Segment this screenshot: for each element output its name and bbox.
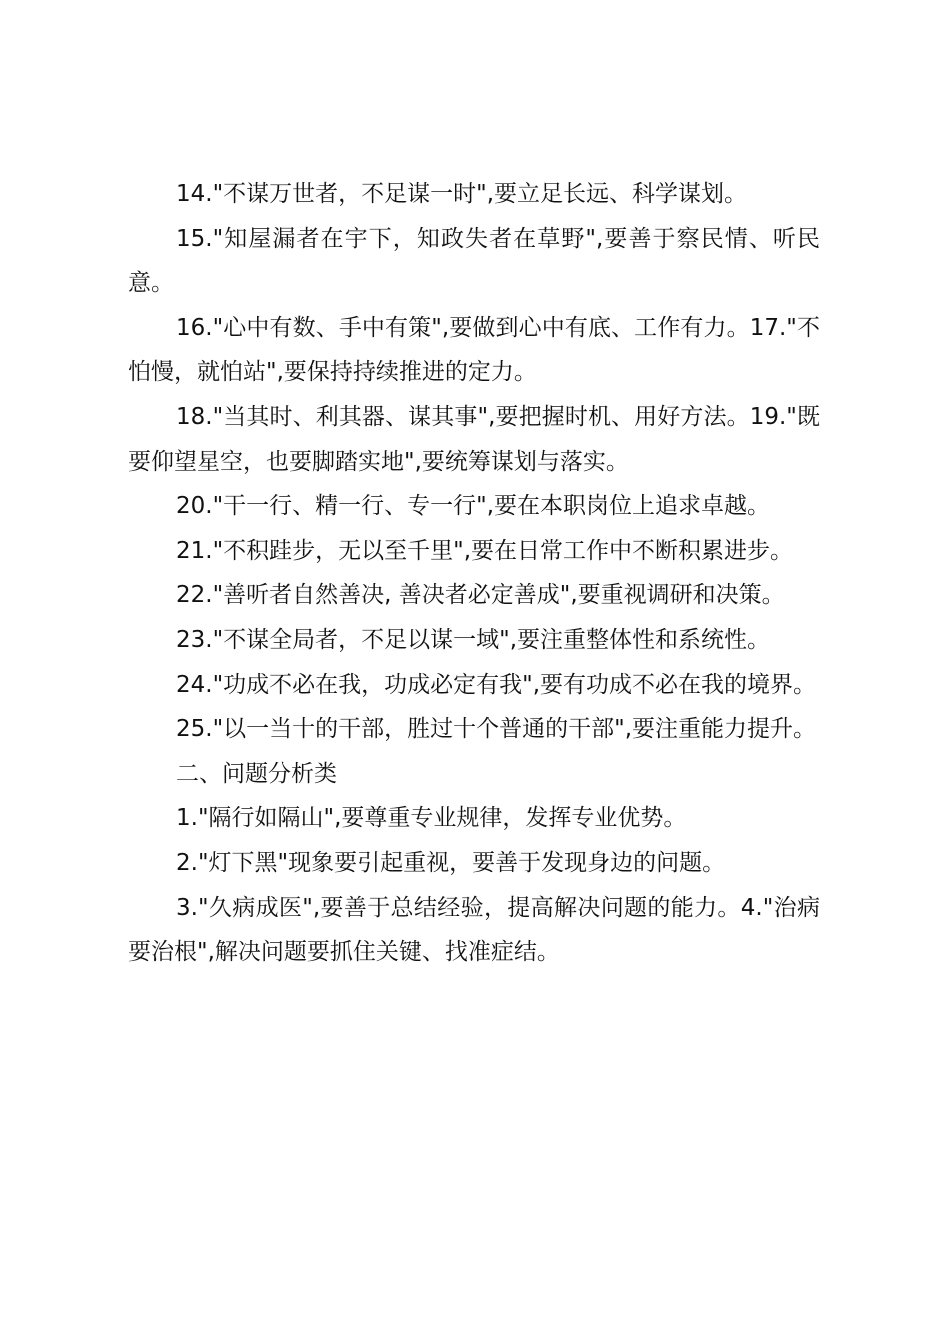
document-page xyxy=(128,172,820,975)
paragraph-item-20: 20."干一行、精一行、专一行",要在本职岗位上追求卓越。 xyxy=(176,493,771,520)
paragraph-item-15: 15."知屋漏者在宇下，知政失者在草野",要善于察民情、听民意。 xyxy=(128,225,820,297)
paragraph-item-16-17: 16."心中有数、手中有策",要做到心中有底、工作有力。17."不怕慢，就怕站",要保持持续推进的定力。 xyxy=(128,314,820,386)
paragraph-problem-3-4: 3."久病成医",要善于总结经验，提高解决问题的能力。4."治病要治根",解决问题要抓住关键、找准症结。 xyxy=(128,894,820,966)
paragraph-item-23: 23."不谋全局者，不足以谋一域",要注重整体性和系统性。 xyxy=(176,626,771,653)
paragraph-item-14: 14."不谋万世者，不足谋一时",要立足长远、科学谋划。 xyxy=(176,181,748,207)
paragraph-item-18-19: 18."当其时、利其器、谋其事",要把握时机、用好方法。19."既要仰望星空，也要脚踏实地",要统筹谋划与落实。 xyxy=(128,403,820,475)
paragraph-item-24: 24."功成不必在我，功成必定有我",要有功成不必在我的境界。 xyxy=(176,671,817,698)
paragraph-item-21: 21."不积跬步，无以至千里",要在日常工作中不断积累进步。 xyxy=(176,537,794,564)
paragraph-item-22: 22."善听者自然善决, 善决者必定善成",要重视调研和决策。 xyxy=(176,582,785,609)
paragraph-item-25: 25."以一当十的干部，胜过十个普通的干部",要注重能力提升。 xyxy=(176,716,817,743)
paragraph-problem-2: 2."灯下黑"现象要引起重视，要善于发现身边的问题。 xyxy=(176,849,726,876)
section-heading: 二、问题分析类 xyxy=(176,760,337,787)
paragraph-problem-1: 1."隔行如隔山",要尊重专业规律，发挥专业优势。 xyxy=(176,805,687,832)
